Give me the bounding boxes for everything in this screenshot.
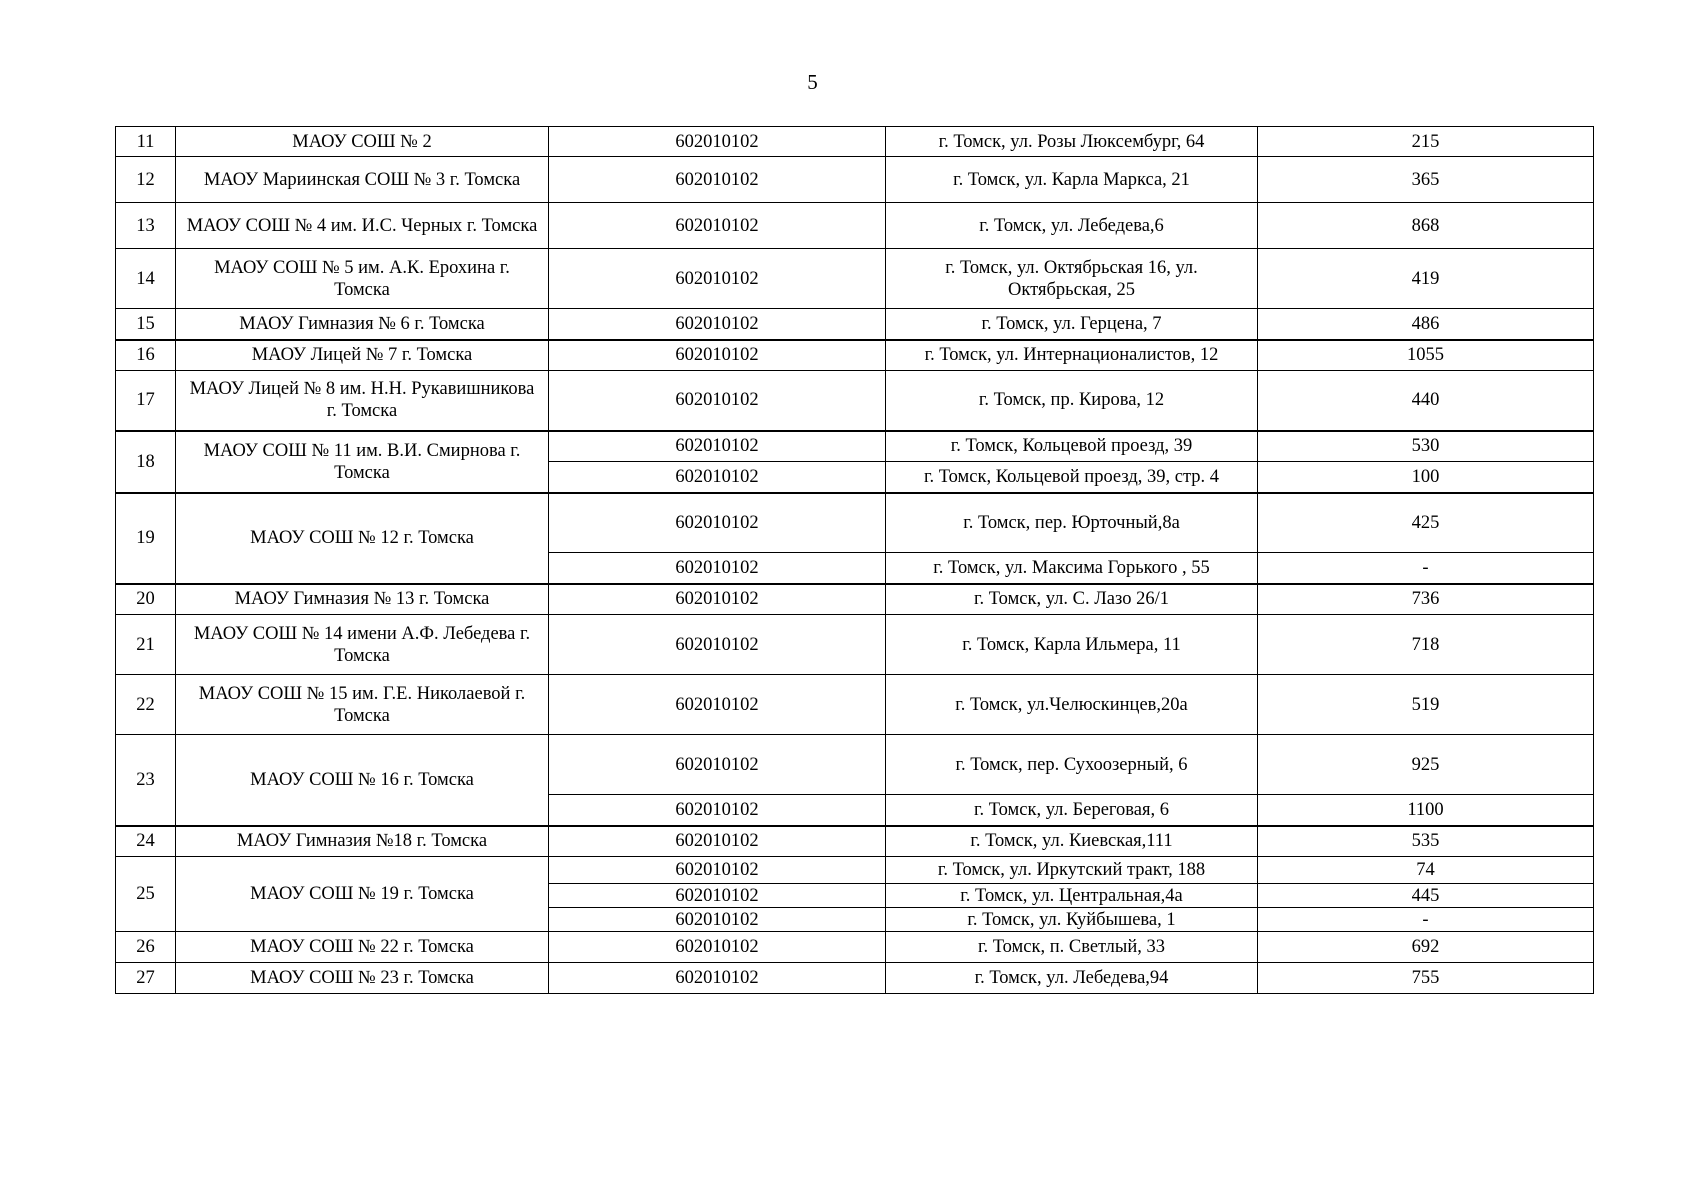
value-cell: 425 [1258, 493, 1594, 553]
table-row [116, 127, 1594, 157]
address-cell: г. Томск, ул. Киевская,111 [886, 826, 1258, 857]
code-cell: 602010102 [549, 826, 886, 857]
address-cell: г. Томск, п. Светлый, 33 [886, 932, 1258, 963]
address-cell: г. Томск, ул. Лебедева,6 [886, 203, 1258, 249]
table-row [116, 584, 1594, 615]
table-row [116, 615, 1594, 675]
page-number: 5 [807, 70, 818, 94]
code-cell: 602010102 [549, 462, 886, 493]
address-cell: г. Томск, ул. Карла Маркса, 21 [886, 157, 1258, 203]
table-row [116, 963, 1594, 994]
value-cell: 535 [1258, 826, 1594, 857]
row-number-cell: 18 [116, 431, 176, 493]
table-row [116, 157, 1594, 203]
code-cell: 602010102 [549, 857, 886, 884]
school-name-cell: МАОУ СОШ № 5 им. А.К. Ерохина г. Томска [176, 249, 549, 309]
row-number-cell: 11 [116, 127, 176, 157]
table-row [116, 249, 1594, 309]
address-cell: г. Томск, ул. Иркутский тракт, 188 [886, 857, 1258, 884]
code-cell: 602010102 [549, 615, 886, 675]
schools-table [115, 126, 1594, 994]
table-row [116, 431, 1594, 462]
school-name-cell: МАОУ Гимназия №18 г. Томска [176, 826, 549, 857]
row-number-cell: 22 [116, 675, 176, 735]
table-row [116, 203, 1594, 249]
code-cell: 602010102 [549, 493, 886, 553]
value-cell: 1100 [1258, 795, 1594, 826]
code-cell: 602010102 [549, 735, 886, 795]
table-row [116, 932, 1594, 963]
value-cell: 692 [1258, 932, 1594, 963]
value-cell: 755 [1258, 963, 1594, 994]
code-cell: 602010102 [549, 249, 886, 309]
code-cell: 602010102 [549, 340, 886, 371]
value-cell: 74 [1258, 857, 1594, 884]
row-number-cell: 15 [116, 309, 176, 340]
table-row [116, 493, 1594, 553]
code-cell: 602010102 [549, 157, 886, 203]
address-cell: г. Томск, пер. Сухоозерный, 6 [886, 735, 1258, 795]
school-name-cell: МАОУ Лицей № 8 им. Н.Н. Рукавишникова г. Томска [176, 371, 549, 431]
row-number-cell: 26 [116, 932, 176, 963]
table-row [116, 309, 1594, 340]
address-cell: г. Томск, Кольцевой проезд, 39, стр. 4 [886, 462, 1258, 493]
value-cell: 100 [1258, 462, 1594, 493]
table-row [116, 675, 1594, 735]
school-name-cell: МАОУ СОШ № 14 имени А.Ф. Лебедева г. Томска [176, 615, 549, 675]
address-cell: г. Томск, ул. Береговая, 6 [886, 795, 1258, 826]
value-cell: 736 [1258, 584, 1594, 615]
code-cell: 602010102 [549, 127, 886, 157]
code-cell: 602010102 [549, 884, 886, 908]
value-cell: - [1258, 908, 1594, 932]
value-cell: 925 [1258, 735, 1594, 795]
row-number-cell: 13 [116, 203, 176, 249]
code-cell: 602010102 [549, 932, 886, 963]
school-name-cell: МАОУ СОШ № 23 г. Томска [176, 963, 549, 994]
school-name-cell: МАОУ Лицей № 7 г. Томска [176, 340, 549, 371]
address-cell: г. Томск, пер. Юрточный,8а [886, 493, 1258, 553]
value-cell: 419 [1258, 249, 1594, 309]
value-cell: 440 [1258, 371, 1594, 431]
school-name-cell: МАОУ СОШ № 12 г. Томска [176, 493, 549, 584]
school-name-cell: МАОУ Гимназия № 13 г. Томска [176, 584, 549, 615]
value-cell: 445 [1258, 884, 1594, 908]
table-row [116, 735, 1594, 795]
value-cell: - [1258, 553, 1594, 584]
address-cell: г. Томск, ул. Максима Горького , 55 [886, 553, 1258, 584]
school-name-cell: МАОУ СОШ № 2 [176, 127, 549, 157]
value-cell: 215 [1258, 127, 1594, 157]
row-number-cell: 23 [116, 735, 176, 826]
code-cell: 602010102 [549, 553, 886, 584]
row-number-cell: 19 [116, 493, 176, 584]
school-name-cell: МАОУ СОШ № 16 г. Томска [176, 735, 549, 826]
table-row [116, 340, 1594, 371]
code-cell: 602010102 [549, 203, 886, 249]
address-cell: г. Томск, Кольцевой проезд, 39 [886, 431, 1258, 462]
address-cell: г. Томск, ул. Герцена, 7 [886, 309, 1258, 340]
address-cell: г. Томск, пр. Кирова, 12 [886, 371, 1258, 431]
code-cell: 602010102 [549, 584, 886, 615]
table-row [116, 857, 1594, 884]
table-row [116, 371, 1594, 431]
address-cell: г. Томск, Карла Ильмера, 11 [886, 615, 1258, 675]
address-cell: г. Томск, ул. Куйбышева, 1 [886, 908, 1258, 932]
address-cell: г. Томск, ул. С. Лазо 26/1 [886, 584, 1258, 615]
value-cell: 868 [1258, 203, 1594, 249]
school-name-cell: МАОУ СОШ № 22 г. Томска [176, 932, 549, 963]
address-cell: г. Томск, ул. Лебедева,94 [886, 963, 1258, 994]
address-cell: г. Томск, ул. Розы Люксембург, 64 [886, 127, 1258, 157]
address-cell: г. Томск, ул.Челюскинцев,20а [886, 675, 1258, 735]
row-number-cell: 27 [116, 963, 176, 994]
code-cell: 602010102 [549, 431, 886, 462]
school-name-cell: МАОУ СОШ № 19 г. Томска [176, 857, 549, 932]
row-number-cell: 21 [116, 615, 176, 675]
code-cell: 602010102 [549, 675, 886, 735]
value-cell: 365 [1258, 157, 1594, 203]
value-cell: 486 [1258, 309, 1594, 340]
value-cell: 519 [1258, 675, 1594, 735]
value-cell: 1055 [1258, 340, 1594, 371]
schools-table-body [116, 127, 1594, 994]
school-name-cell: МАОУ Гимназия № 6 г. Томска [176, 309, 549, 340]
row-number-cell: 25 [116, 857, 176, 932]
value-cell: 530 [1258, 431, 1594, 462]
value-cell: 718 [1258, 615, 1594, 675]
school-name-cell: МАОУ СОШ № 4 им. И.С. Черных г. Томска [176, 203, 549, 249]
code-cell: 602010102 [549, 795, 886, 826]
row-number-cell: 14 [116, 249, 176, 309]
code-cell: 602010102 [549, 908, 886, 932]
school-name-cell: МАОУ СОШ № 11 им. В.И. Смирнова г. Томска [176, 431, 549, 493]
row-number-cell: 20 [116, 584, 176, 615]
table-row [116, 826, 1594, 857]
address-cell: г. Томск, ул. Интернационалистов, 12 [886, 340, 1258, 371]
row-number-cell: 16 [116, 340, 176, 371]
address-cell: г. Томск, ул. Центральная,4а [886, 884, 1258, 908]
address-cell: г. Томск, ул. Октябрьская 16, ул. Октябрьская, 25 [886, 249, 1258, 309]
code-cell: 602010102 [549, 309, 886, 340]
school-name-cell: МАОУ СОШ № 15 им. Г.Е. Николаевой г. Томска [176, 675, 549, 735]
row-number-cell: 17 [116, 371, 176, 431]
code-cell: 602010102 [549, 371, 886, 431]
row-number-cell: 24 [116, 826, 176, 857]
code-cell: 602010102 [549, 963, 886, 994]
school-name-cell: МАОУ Мариинская СОШ № 3 г. Томска [176, 157, 549, 203]
row-number-cell: 12 [116, 157, 176, 203]
